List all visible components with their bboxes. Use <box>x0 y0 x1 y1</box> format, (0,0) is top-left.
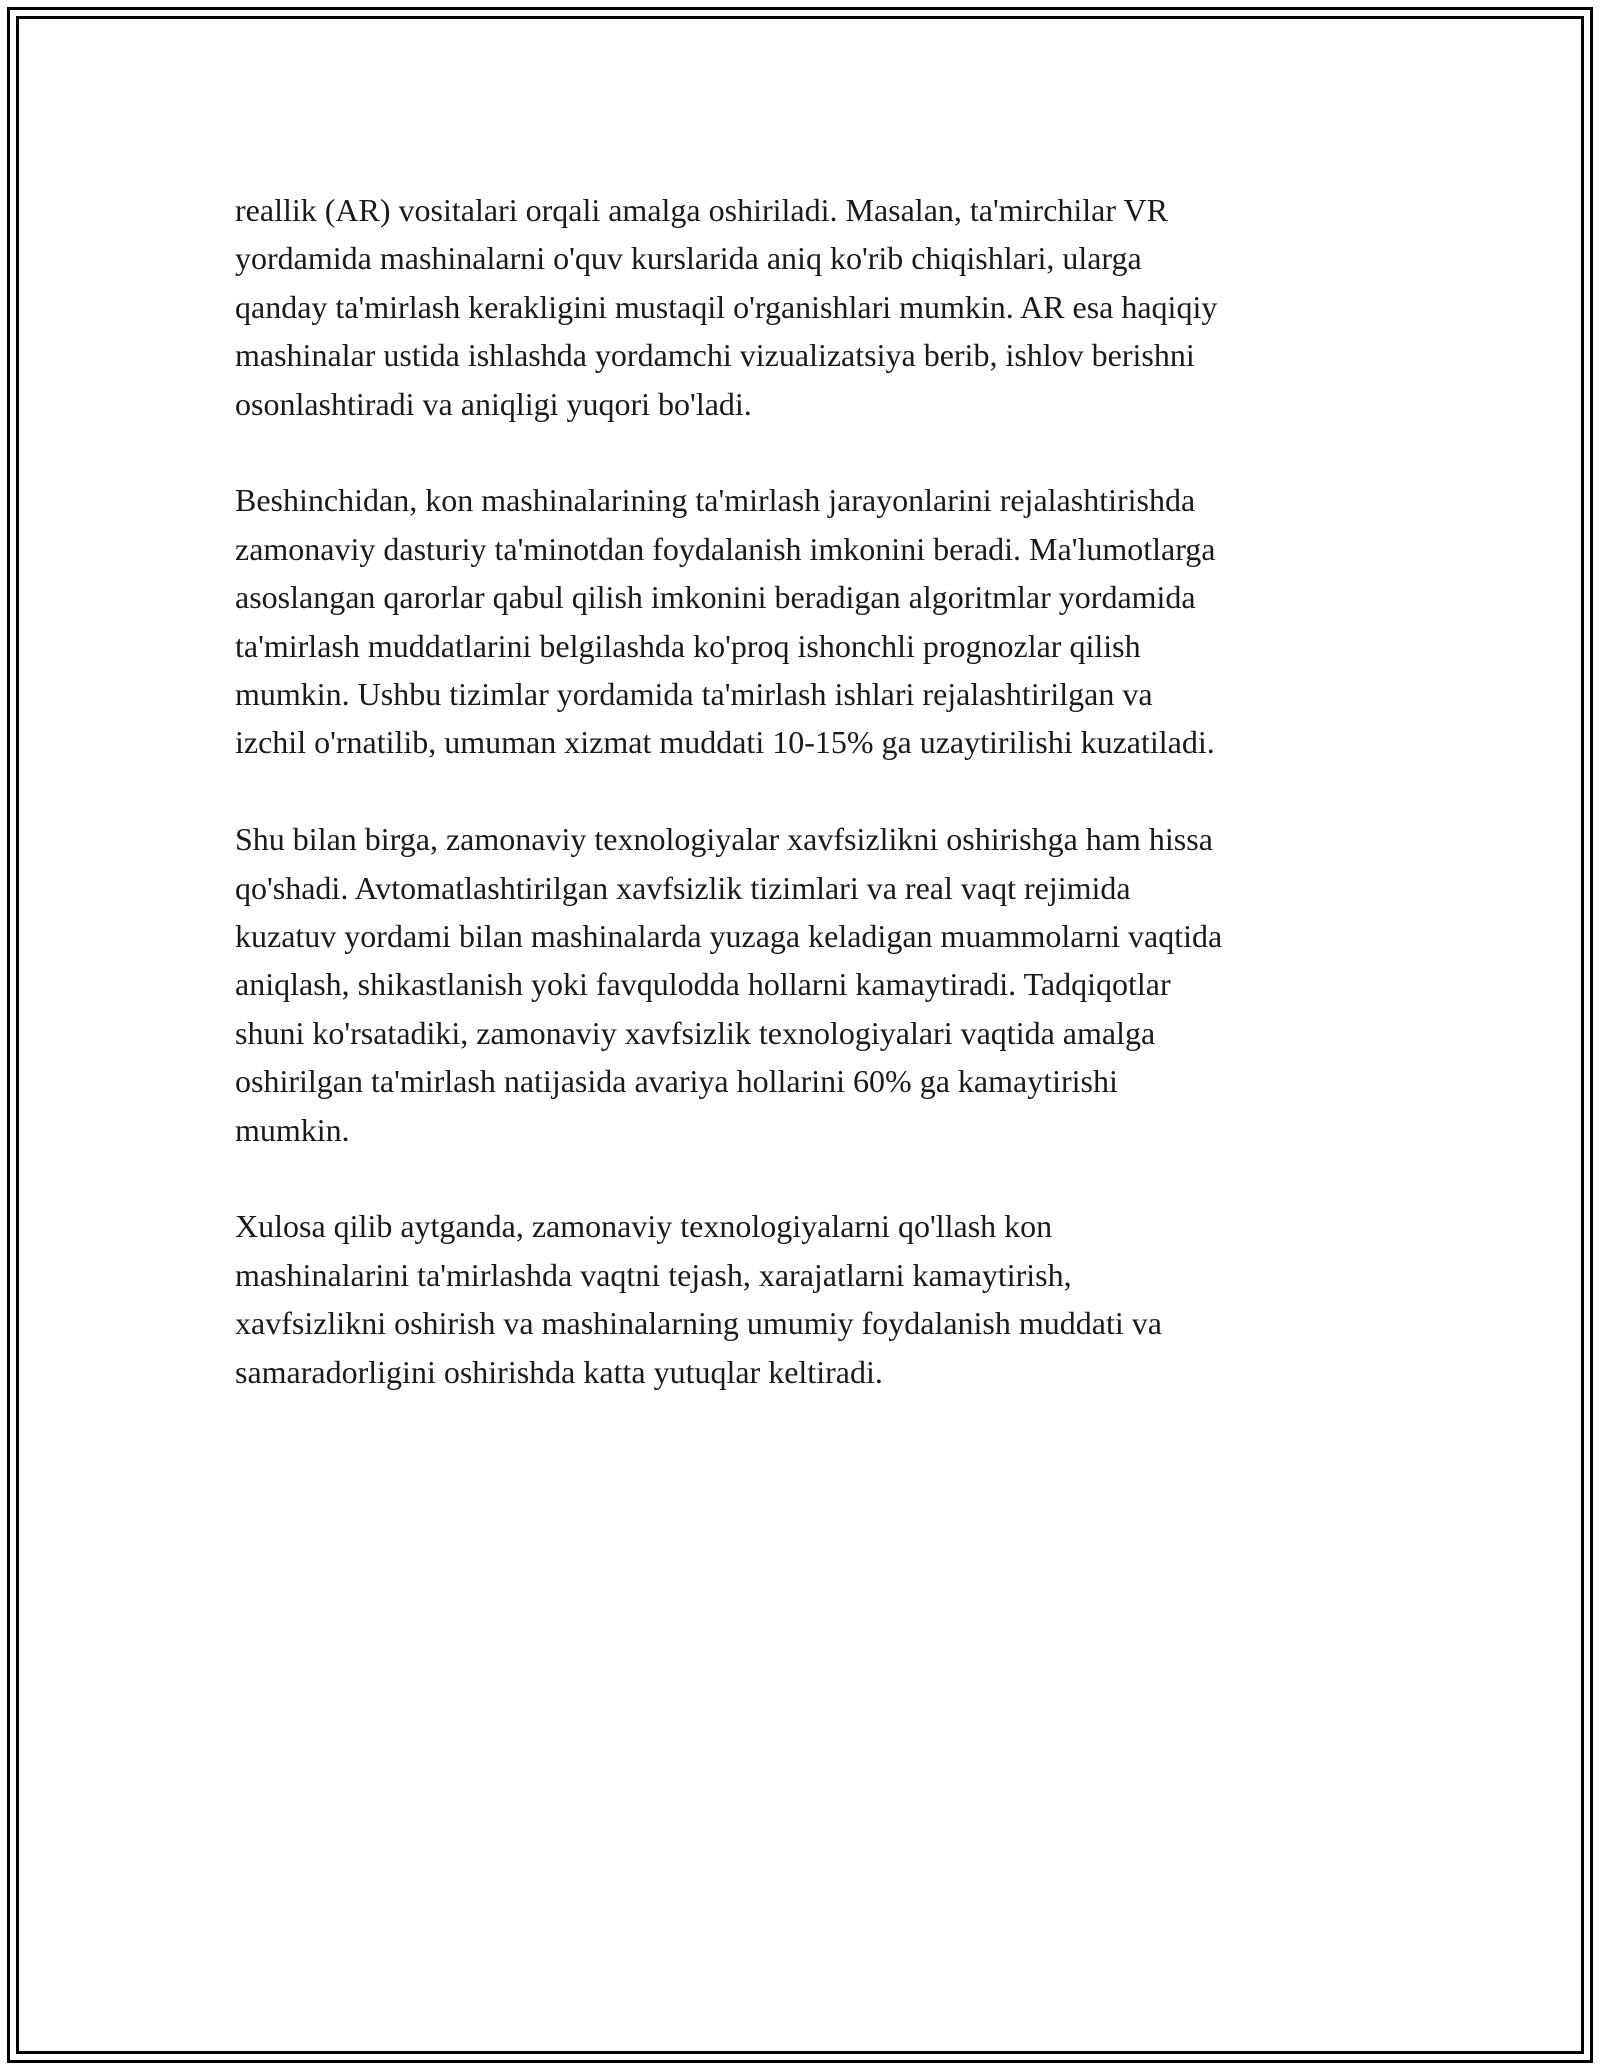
paragraph-conclusion: Xulosa qilib aytganda, zamonaviy texnologiyalarni qo'llash kon mashinalarini ta'mirlashda vaqtni tejash, xarajatlarni kamaytirish, xavfsizlikni oshirish va mashinalarning umumiy foydalanish muddati va samaradorligini oshirishda katta yutuqlar keltiradi. <box>235 1208 1162 1390</box>
paragraph-software-planning: Beshinchidan, kon mashinalarining ta'mirlash jarayonlarini rejalashtirishda zamonaviy dasturiy ta'minotdan foydalanish imkonini beradi. Ma'lumotlarga asoslangan qarorlar qabul qilish imkonini beradigan algoritmlar yordamida ta'mirlash muddatlarini belgilashda ko'proq ishonchli prognozlar qilish mumkin. Ushbu tizimlar yordamida ta'mirlash ishlari rejalashtirilgan va izchil o'rnatilib, umuman xizmat muddati 10-15% ga uzaytirilishi kuzatiladi. <box>235 482 1216 761</box>
paragraph-safety: Shu bilan birga, zamonaviy texnologiyalar xavfsizlikni oshirishga ham hissa qo'shadi. Avtomatlashtirilgan xavfsizlik tizimlari va real vaqt rejimida kuzatuv yordami bilan mashinalarda yuzaga keladigan muammolarni vaqtida aniqlash, shikastlanish yoki favqulodda hollarni kamaytiradi. Tadqiqotlar shuni ko'rsatadiki, zamonaviy xavfsizlik texnologiyalari vaqtida amalga oshirilgan ta'mirlash natijasida avariya hollarini 60% ga kamaytirishi mumkin. <box>235 821 1223 1148</box>
document-body <box>235 186 1385 1445</box>
paragraph-ar-vr: reallik (AR) vositalari orqali amalga oshiriladi. Masalan, ta'mirchilar VR yordamida mashinalarni o'quv kurslarida aniq ko'rib chiqishlari, ularga qanday ta'mirlash kerakligini mustaqil o'rganishlari mumkin. AR esa haqiqiy mashinalar ustida ishlashda yordamchi vizualizatsiya berib, ishlov berishni osonlashtiradi va aniqligi yuqori bo'ladi. <box>235 192 1218 422</box>
